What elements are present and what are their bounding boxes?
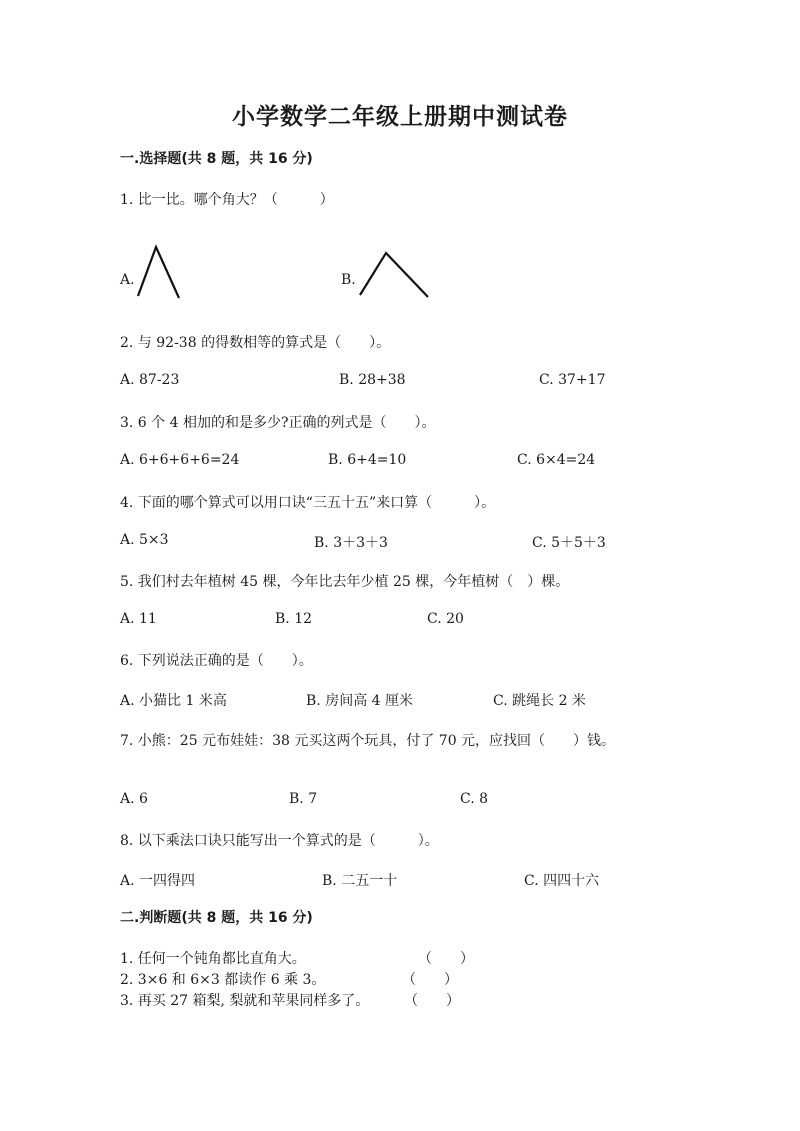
narrow-angle-figure: [136, 244, 186, 302]
q3-option-c: C. 6×4=24: [517, 452, 596, 468]
question-5: 5. 我们村去年植树 45 棵，今年比去年少植 25 棵，今年植树（ ）棵。: [120, 574, 570, 590]
q2-option-a: A. 87-23: [120, 372, 180, 388]
q4-option-c: C. 5＋5＋3: [532, 535, 606, 551]
judge-answer-paren-3: （ ）: [404, 993, 460, 1009]
judge-answer-paren-2: （ ）: [402, 972, 458, 988]
q6-option-b: B. 房间高 4 厘米: [306, 693, 413, 709]
page-title: 小学数学二年级上册期中测试卷: [232, 103, 568, 130]
q8-option-b: B. 二五一十: [322, 873, 398, 889]
q7-option-b: B. 7: [289, 791, 318, 807]
question-3: 3. 6 个 4 相加的和是多少?正确的列式是（ ）。: [120, 415, 436, 431]
q1-option-a: A.: [120, 272, 135, 288]
q5-option-c: C. 20: [427, 611, 464, 627]
question-8: 8. 以下乘法口诀只能写出一个算式的是（ ）。: [120, 833, 439, 849]
question-1: 1. 比一比。哪个角大？（ ）: [120, 192, 334, 208]
q7-option-a: A. 6: [120, 791, 148, 807]
question-7: 7. 小熊：25 元布娃娃：38 元买这两个玩具，付了 70 元，应找回（ ）钱。: [120, 733, 616, 749]
q3-option-b: B. 6+4=10: [328, 452, 407, 468]
q4-option-b: B. 3＋3＋3: [314, 535, 388, 551]
q6-option-a: A. 小猫比 1 米高: [120, 693, 227, 709]
question-4: 4. 下面的哪个算式可以用口诀“三五十五”来口算（ ）。: [120, 495, 496, 511]
q5-option-b: B. 12: [275, 611, 313, 627]
question-6: 6. 下列说法正确的是（ ）。: [120, 653, 313, 669]
section-heading-choice: 一.选择题(共 8 题，共 16 分): [120, 151, 313, 167]
q6-option-c: C. 跳绳长 2 米: [493, 693, 586, 709]
wide-angle-figure: [358, 250, 434, 298]
q8-option-a: A. 一四得四: [120, 873, 196, 889]
question-2: 2. 与 92-38 的得数相等的算式是（ ）。: [120, 335, 391, 351]
q5-option-a: A. 11: [120, 611, 157, 627]
judge-question-1: 1. 任何一个钝角都比直角大。: [120, 951, 306, 967]
q7-option-c: C. 8: [460, 791, 489, 807]
q8-option-c: C. 四四十六: [524, 873, 600, 889]
q4-option-a: A. 5×3: [120, 532, 169, 548]
q2-option-b: B. 28+38: [339, 372, 406, 388]
q3-option-a: A. 6+6+6+6=24: [120, 452, 240, 468]
judge-question-2: 2. 3×6 和 6×3 都读作 6 乘 3。: [120, 972, 326, 988]
section-heading-judge: 二.判断题(共 8 题，共 16 分): [120, 910, 313, 926]
q2-option-c: C. 37+17: [539, 372, 606, 388]
q1-option-b: B.: [341, 272, 356, 288]
judge-answer-paren-1: （ ）: [418, 951, 474, 967]
judge-question-3: 3. 再买 27 箱梨, 梨就和苹果同样多了。: [120, 993, 370, 1009]
